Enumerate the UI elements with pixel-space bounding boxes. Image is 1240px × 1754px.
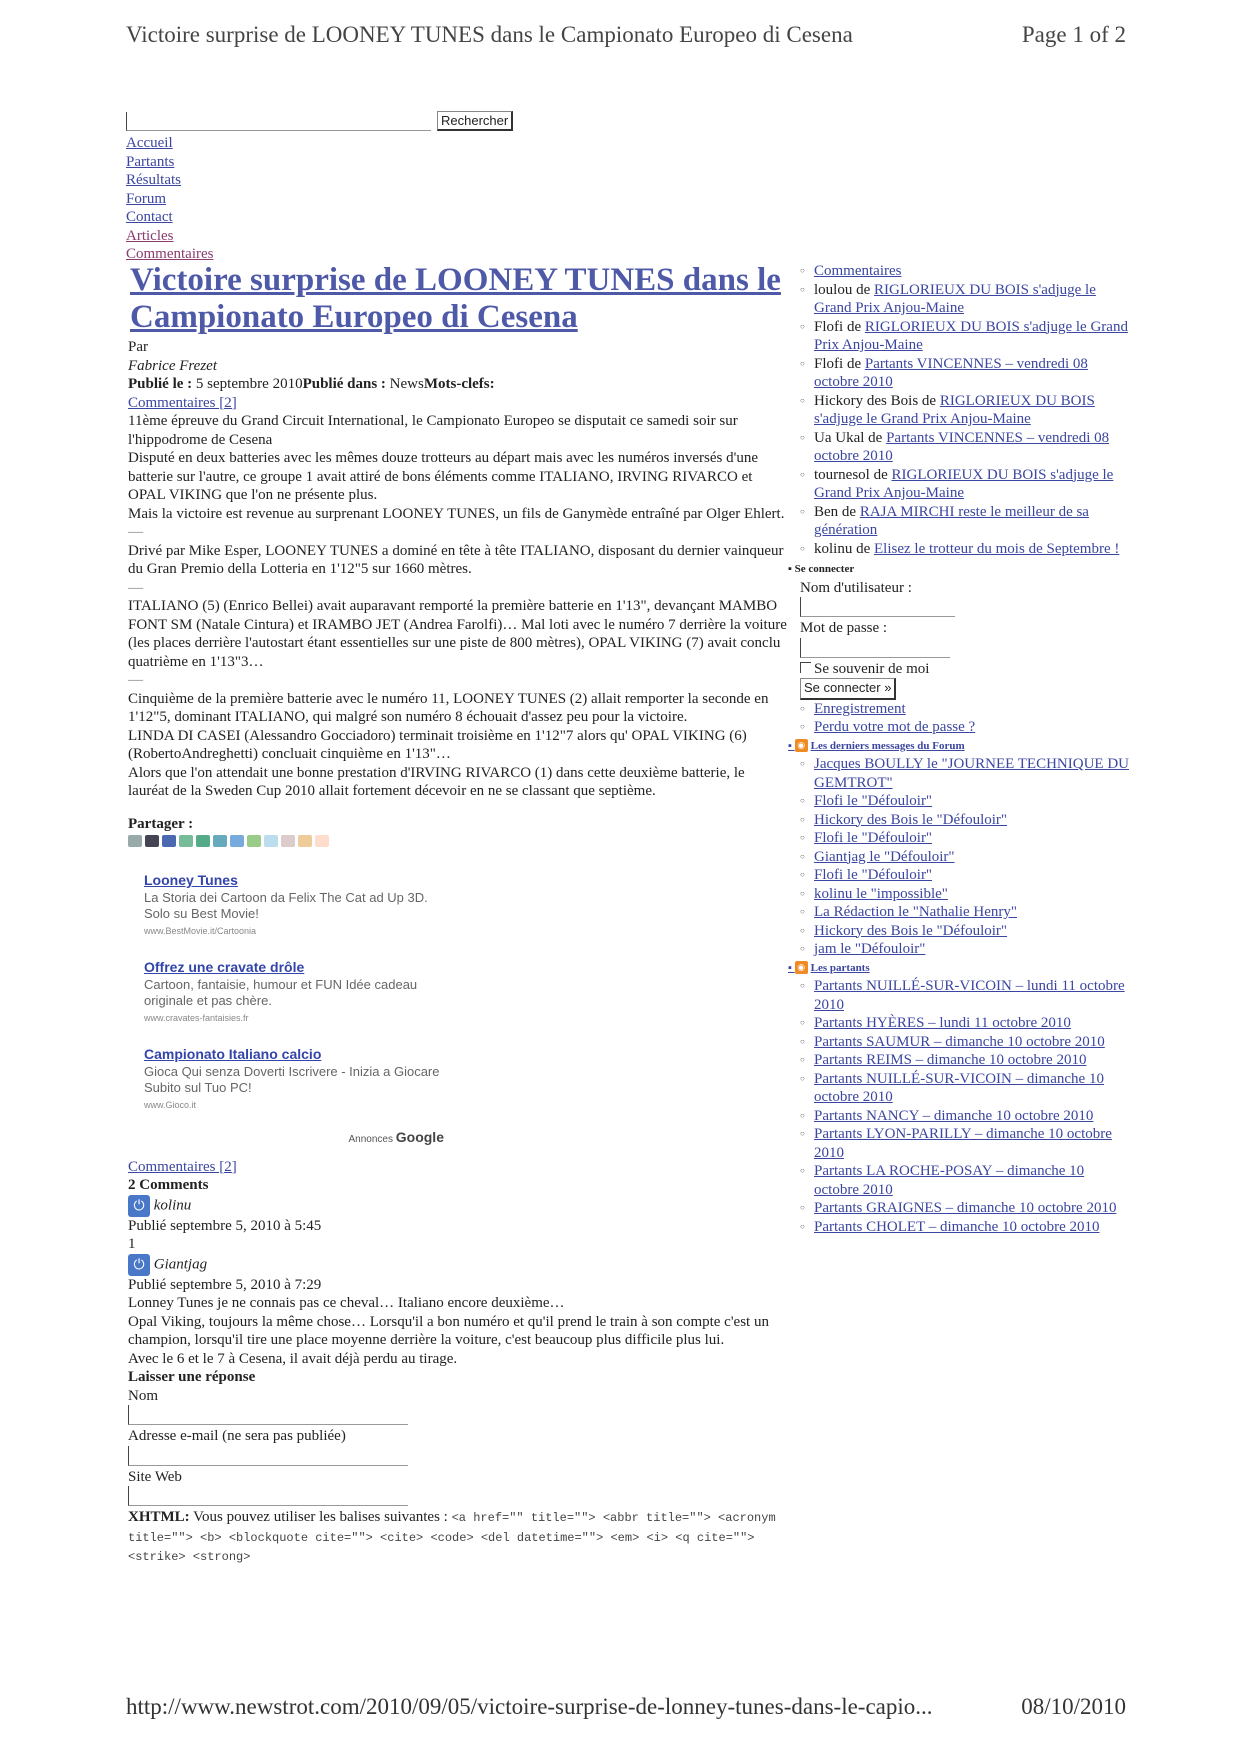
password-field[interactable] bbox=[800, 638, 950, 658]
de-label: de bbox=[841, 503, 857, 520]
partants-item[interactable]: Partants REIMS – dimanche 10 octobre 2010 bbox=[814, 1052, 1087, 1068]
partants-item[interactable]: Partants GRAIGNES – dimanche 10 octobre 2010 bbox=[814, 1200, 1117, 1216]
forum-item[interactable]: La Rédaction le "Nathalie Henry" bbox=[814, 904, 1017, 920]
comment bbox=[128, 1195, 788, 1254]
email-field[interactable] bbox=[128, 1446, 408, 1466]
comment-post-link[interactable]: RIGLORIEUX DU BOIS s'adjuge le Grand Prix Anjou-Maine bbox=[814, 281, 1096, 316]
recent-comment-item bbox=[800, 281, 1130, 318]
avatar-icon: ⏻ bbox=[128, 1195, 150, 1217]
share-google-icon[interactable] bbox=[213, 835, 227, 847]
recent-comment-item bbox=[800, 318, 1130, 355]
nav-item-accueil[interactable]: Accueil bbox=[126, 135, 173, 151]
search-input[interactable] bbox=[126, 112, 431, 131]
comment-author: loulou bbox=[814, 281, 853, 298]
post-byline-label: Par bbox=[128, 339, 148, 355]
comments-count: 2 Comments bbox=[128, 1177, 209, 1193]
partants-item[interactable]: Partants NANCY – dimanche 10 octobre 2010 bbox=[814, 1107, 1094, 1124]
remember-label: Se souvenir de moi bbox=[814, 660, 930, 677]
ad-description: Cartoon, fantaisie, humour et FUN Idée cadeau originale et pas chère. bbox=[144, 976, 418, 1008]
tags-label: Mots-clefs: bbox=[423, 376, 495, 392]
print-page-number: Page 1 of 2 bbox=[1021, 22, 1126, 47]
share-label: Partager : bbox=[128, 815, 194, 832]
comments-link[interactable]: Commentaires [2] bbox=[128, 1158, 237, 1175]
de-label: de bbox=[921, 392, 937, 409]
comment-post-link[interactable]: Elisez le trotteur du mois de Septembre ! bbox=[874, 540, 1120, 557]
comment-text: 1 bbox=[128, 1236, 136, 1252]
post-category[interactable]: News bbox=[389, 376, 424, 392]
comment-post-link[interactable]: RAJA MIRCHI reste le meilleur de sa génération bbox=[814, 503, 1089, 538]
post-author: Fabrice Frezet bbox=[128, 357, 217, 374]
post-body bbox=[128, 412, 788, 801]
search-form bbox=[126, 111, 513, 131]
nav-item-partants[interactable]: Partants bbox=[126, 153, 175, 170]
comment-text: Opal Viking, toujours la même chose… Lorsqu'il a bon numéro et qu'il prend le train à son compte c'est un champion, lorsqu'il tire une place moyenne derrière la voiture, c'est beaucoup plus difficile plus lui. bbox=[128, 1313, 769, 1348]
post-title[interactable]: Victoire surprise de LOONEY TUNES dans le Campionato Europeo di Cesena bbox=[130, 262, 781, 335]
login-button[interactable]: Se connecter » bbox=[800, 678, 896, 700]
ad-item[interactable] bbox=[144, 871, 444, 940]
comment-author: Flofi bbox=[814, 355, 844, 372]
de-label: de bbox=[846, 318, 862, 335]
comment-author: tournesol bbox=[814, 466, 870, 483]
ad-url: www.BestMovie.it/Cartoonia bbox=[144, 925, 257, 936]
share-reddit-icon[interactable] bbox=[247, 835, 261, 847]
share-delicious-icon[interactable] bbox=[179, 835, 193, 847]
forum-title-text[interactable]: Les derniers messages du Forum bbox=[810, 739, 965, 752]
share-digg-icon[interactable] bbox=[145, 835, 159, 847]
post-paragraph: Alors que l'on attendait une bonne prestation d'IRVING RIVARCO (1) dans cette deuxième batterie, le lauréat de la Sweden Cup 2010 allait fortement décevoir en ne se classant que septième. bbox=[128, 764, 745, 799]
comment-author: Ben bbox=[814, 503, 839, 520]
de-label: de bbox=[873, 466, 888, 483]
main-nav bbox=[126, 134, 213, 264]
forum-item[interactable]: Hickory des Bois le "Défouloir" bbox=[814, 811, 1008, 828]
comment-text: Avec le 6 et le 7 à Cesena, il avait déjà perdu au tirage. bbox=[128, 1350, 458, 1367]
post-paragraph: 11ème épreuve du Grand Circuit International, le Campionato Europeo se disputait ce samedi soir sur l'hippodrome de Cesena bbox=[128, 413, 738, 448]
print-footer bbox=[126, 1694, 1126, 1720]
password-label: Mot de passe : bbox=[800, 620, 888, 636]
partants-item[interactable]: Partants NUILLÉ-SUR-VICOIN – lundi 11 octobre 2010 bbox=[814, 978, 1125, 1013]
rss-icon: ◉ bbox=[795, 739, 808, 752]
ad-title[interactable]: Offrez une cravate drôle bbox=[144, 959, 305, 975]
ads-by-google[interactable] bbox=[144, 1128, 444, 1150]
sidebar-comments-link[interactable]: Commentaires bbox=[814, 263, 902, 279]
post-paragraph: Disputé en deux batteries avec les mêmes douze trotteurs au départ mais avec les numéros inversés d'une batterie sur l'autre, ce groupe 1 avait attiré de bons éléments comme ITALIANO, IRVING RIVARCO et OPAL VIKING que l'on ne présente plus. bbox=[128, 450, 758, 503]
print-url: http://www.newstrot.com/2010/09/05/victoire-surprise-de-lonney-tunes-dans-le-capio... bbox=[126, 1694, 933, 1719]
comment-date: Publié septembre 5, 2010 à 5:45 bbox=[128, 1217, 322, 1234]
print-date: 08/10/2010 bbox=[1021, 1694, 1126, 1719]
main-content bbox=[128, 262, 788, 1567]
avatar-icon: ⏻ bbox=[128, 1254, 150, 1276]
ad-description: Gioca Qui senza Doverti Iscrivere - Inizia a Giocare Subito sul Tuo PC! bbox=[144, 1063, 440, 1095]
share-stumble-icon[interactable] bbox=[196, 835, 210, 847]
post-paragraph: ITALIANO (5) (Enrico Bellei) avait auparavant remporté la première batterie en 1'13", devançant MAMBO FONT SM (Natale Cintura) et IRAMBO JET (Andrea Farolfi)… Mal loti avec le numéro 7 derrière la voiture (les places derrière l'autostart étant essentielles sur une piste de 800 mètres), OPAL VIKING (7) avait conclu quatrième en 1'13"3… bbox=[128, 598, 787, 670]
recent-comments-widget bbox=[800, 262, 1130, 558]
recent-comment-item bbox=[800, 466, 1130, 503]
separator: — bbox=[128, 524, 143, 540]
ad-description: La Storia dei Cartoon da Felix The Cat ad Up 3D. Solo su Best Movie! bbox=[144, 889, 428, 921]
forum-list bbox=[800, 755, 1130, 959]
share-icons bbox=[128, 835, 788, 847]
post-comments-link[interactable]: Commentaires [2] bbox=[128, 394, 237, 411]
published-label: Publié le : bbox=[128, 376, 193, 392]
de-label: de bbox=[846, 355, 862, 372]
register-link[interactable]: Enregistrement bbox=[814, 700, 906, 717]
nav-item-articles[interactable]: Articles bbox=[126, 227, 174, 244]
recent-comment-item bbox=[800, 355, 1130, 392]
nav-item-forum[interactable]: Forum bbox=[126, 190, 167, 207]
partants-item[interactable]: Partants HYÈRES – lundi 11 octobre 2010 bbox=[814, 1015, 1071, 1031]
partants-item[interactable]: Partants SAUMUR – dimanche 10 octobre 2010 bbox=[814, 1033, 1105, 1050]
forum-item[interactable]: Jacques BOULLY le "JOURNEE TECHNIQUE DU GEMTROT" bbox=[814, 756, 1129, 791]
forum-item[interactable]: Hickory des Bois le "Défouloir" bbox=[814, 922, 1008, 939]
xhtml-text: Vous pouvez utiliser les balises suivantes : bbox=[193, 1509, 448, 1525]
comment-post-link[interactable]: RIGLORIEUX DU BOIS s'adjuge le Grand Prix Anjou-Maine bbox=[814, 318, 1128, 353]
comment-date: Publié septembre 5, 2010 à 7:29 bbox=[128, 1276, 322, 1293]
partants-widget-title[interactable]: ▪ ◉ Les partants bbox=[788, 961, 870, 974]
share-facebook-icon[interactable] bbox=[162, 835, 176, 847]
category-label: Publié dans : bbox=[302, 376, 386, 392]
forum-item[interactable]: Flofi le "Défouloir" bbox=[814, 793, 933, 809]
ad-url: www.cravates-fantaisies.fr bbox=[144, 1012, 249, 1023]
xhtml-tags: <a href="" title=""> <abbr title=""> <acronym title=""> <b> <blockquote cite=""> <cite> <code> <del datetime=""> <em> <i> <q cite=""> <strike> <strong> bbox=[128, 1511, 776, 1564]
xhtml-note bbox=[128, 1508, 788, 1567]
comment bbox=[128, 1254, 788, 1369]
ad-title[interactable]: Looney Tunes bbox=[144, 872, 238, 888]
name-field[interactable] bbox=[128, 1405, 408, 1425]
website-field[interactable] bbox=[128, 1486, 408, 1506]
name-label: Nom bbox=[128, 1387, 158, 1404]
separator: — bbox=[128, 579, 143, 596]
partants-item[interactable]: Partants LA ROCHE-POSAY – dimanche 10 octobre 2010 bbox=[814, 1163, 1085, 1198]
sidebar bbox=[788, 262, 1130, 1236]
post-meta bbox=[128, 375, 788, 394]
forum-widget-title[interactable]: ▪ ◉ Les derniers messages du Forum bbox=[788, 739, 965, 752]
nav-item-resultats[interactable]: Résultats bbox=[126, 172, 181, 188]
share-technorati-icon[interactable] bbox=[230, 835, 244, 847]
nav-item-contact[interactable]: Contact bbox=[126, 209, 173, 225]
share-print-icon[interactable] bbox=[128, 835, 142, 847]
comment-post-link[interactable]: Partants VINCENNES – vendredi 08 octobre 2010 bbox=[814, 355, 1088, 390]
ads-annonces-label: Annonces bbox=[348, 1134, 393, 1145]
comment-author: kolinu bbox=[814, 540, 853, 557]
google-logo: Google bbox=[395, 1129, 444, 1145]
search-button[interactable]: Rechercher bbox=[437, 111, 513, 131]
ad-item[interactable] bbox=[144, 1045, 444, 1114]
login-form bbox=[800, 579, 1130, 700]
recent-comment-item bbox=[800, 540, 1130, 559]
share-email-icon[interactable] bbox=[281, 835, 295, 847]
ad-title[interactable]: Campionato Italiano calcio bbox=[144, 1046, 322, 1062]
website-label: Site Web bbox=[128, 1468, 182, 1485]
email-label: Adresse e-mail (ne sera pas publiée) bbox=[128, 1428, 346, 1444]
recent-comment-item bbox=[800, 392, 1130, 429]
separator: — bbox=[128, 672, 143, 688]
forum-item[interactable]: jam le "Défouloir" bbox=[814, 941, 926, 957]
partants-item[interactable]: Partants NUILLÉ-SUR-VICOIN – dimanche 10 octobre 2010 bbox=[814, 1070, 1104, 1105]
partants-title-text[interactable]: Les partants bbox=[810, 961, 870, 974]
username-field[interactable] bbox=[800, 597, 955, 617]
comment-author: kolinu bbox=[153, 1196, 192, 1213]
partants-item[interactable]: Partants LYON-PARILLY – dimanche 10 octobre 2010 bbox=[814, 1126, 1112, 1161]
lost-password-link[interactable]: Perdu votre mot de passe ? bbox=[814, 719, 976, 735]
remember-checkbox[interactable] bbox=[800, 662, 811, 673]
login-title: ▪ Se connecter bbox=[788, 563, 855, 575]
post-paragraph: Mais la victoire est revenue au surprenant LOONEY TUNES, un fils de Ganymède entraîné par Olger Ehlert. bbox=[128, 505, 785, 522]
forum-item[interactable]: kolinu le "impossible" bbox=[814, 885, 948, 902]
share-misc-icon[interactable] bbox=[315, 835, 329, 847]
ad-item[interactable] bbox=[144, 958, 444, 1027]
comment-author: Flofi bbox=[814, 318, 844, 335]
post-paragraph: LINDA DI CASEI (Alessandro Gocciadoro) terminait troisième en 1'12"7 alors qu' OPAL VIKING (6) (RobertoAndreghetti) concluait cinquième en 1'13"… bbox=[128, 727, 747, 762]
reply-title: Laisser une réponse bbox=[128, 1369, 256, 1385]
ad-url: www.Gioco.it bbox=[144, 1099, 197, 1110]
forum-item[interactable]: Flofi le "Défouloir" bbox=[814, 867, 933, 883]
rss-icon: ◉ bbox=[795, 961, 808, 974]
de-label: de bbox=[856, 281, 871, 298]
ads-block bbox=[144, 871, 444, 1150]
username-label: Nom d'utilisateur : bbox=[800, 579, 912, 596]
forum-item[interactable]: Flofi le "Défouloir" bbox=[814, 830, 933, 846]
comment-author: Giantjag bbox=[153, 1255, 208, 1272]
recent-comment-item bbox=[800, 503, 1130, 540]
partants-item[interactable]: Partants CHOLET – dimanche 10 octobre 2010 bbox=[814, 1218, 1100, 1235]
print-header bbox=[126, 22, 1126, 48]
xhtml-label: XHTML: bbox=[128, 1509, 190, 1525]
partants-list bbox=[800, 977, 1130, 1236]
de-label: de bbox=[868, 429, 883, 446]
comment-author: Ua Ukal bbox=[814, 429, 865, 446]
post-paragraph: Cinquième de la première batterie avec le numéro 11, LOONEY TUNES (2) allait remporter la seconde en 1'12"5, dominant ITALIANO, qui malgré son numéro 8 échouait d'assez peu pour la victoire. bbox=[128, 690, 769, 725]
comment-post-link[interactable]: RIGLORIEUX DU BOIS s'adjuge le Grand Prix Anjou-Maine bbox=[814, 392, 1095, 427]
recent-comment-item bbox=[800, 429, 1130, 466]
comment-text: Lonney Tunes je ne connais pas ce cheval… Italiano encore deuxième… bbox=[128, 1295, 565, 1311]
login-title-text: Se connecter bbox=[794, 563, 855, 575]
share-blogger-icon[interactable] bbox=[298, 835, 312, 847]
comment-author: Hickory des Bois bbox=[814, 392, 919, 409]
print-title: Victoire surprise de LOONEY TUNES dans le Campionato Europeo di Cesena bbox=[126, 22, 853, 47]
comment-post-link[interactable]: Partants VINCENNES – vendredi 08 octobre 2010 bbox=[814, 429, 1110, 464]
de-label: de bbox=[856, 540, 871, 557]
share-twitter-icon[interactable] bbox=[264, 835, 278, 847]
forum-item[interactable]: Giantjag le "Défouloir" bbox=[814, 848, 955, 865]
post-paragraph: Drivé par Mike Esper, LOONEY TUNES a dominé en tête à tête ITALIANO, disposant du dernier vainqueur du Gran Premio della Lotteria en 1'12"5 sur 1660 mètres. bbox=[128, 542, 784, 577]
published-date: 5 septembre 2010 bbox=[195, 376, 303, 392]
comment-post-link[interactable]: RIGLORIEUX DU BOIS s'adjuge le Grand Prix Anjou-Maine bbox=[814, 466, 1114, 501]
nav-item-commentaires[interactable]: Commentaires bbox=[126, 246, 214, 262]
